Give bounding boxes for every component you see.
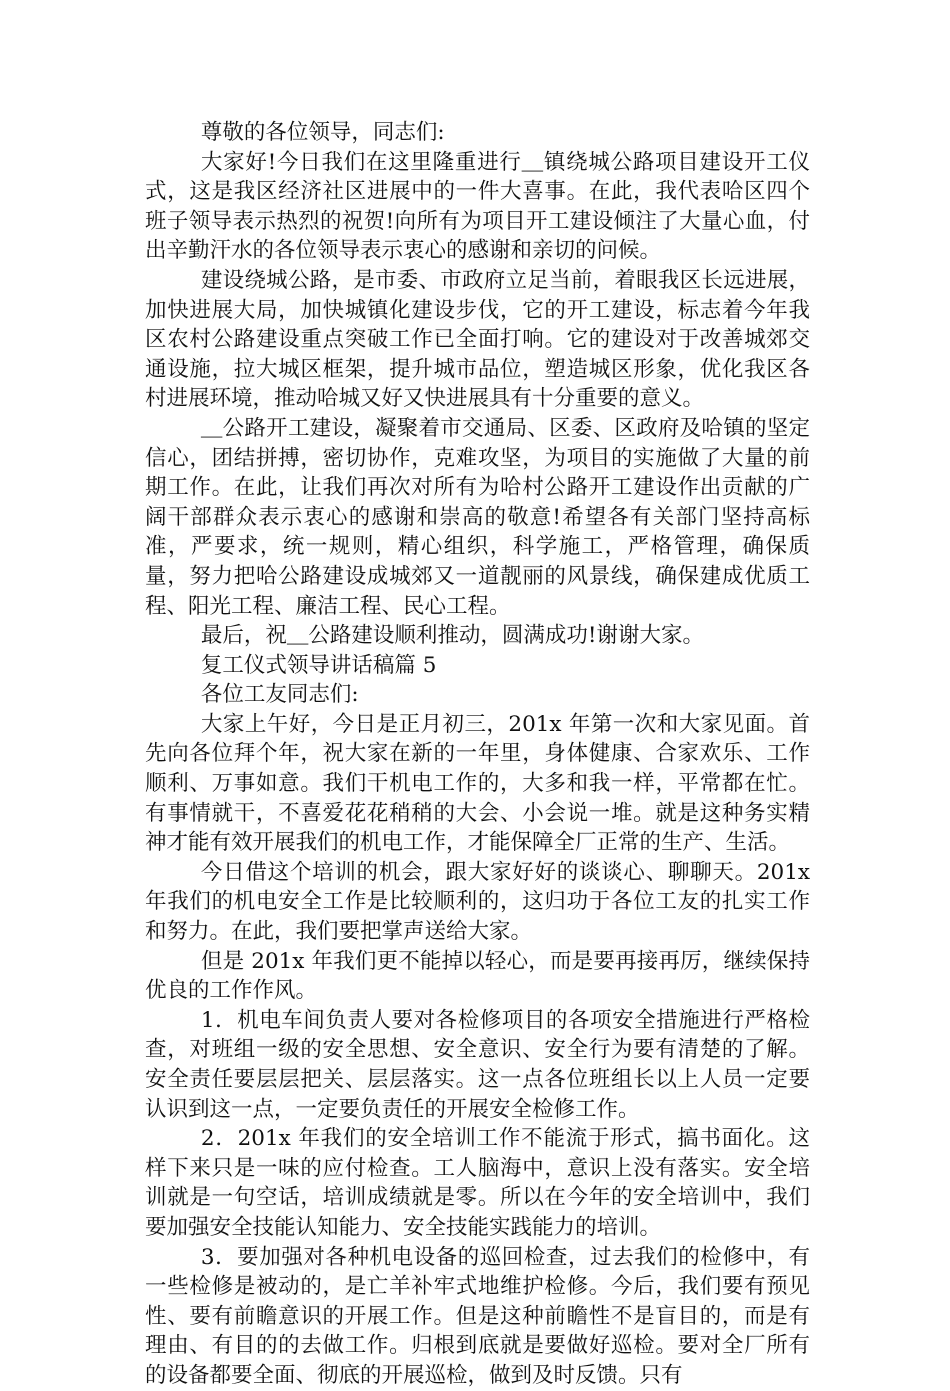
document-body <box>145 118 810 1391</box>
body-paragraph: 大家好!今日我们在这里隆重进行＿镇绕城公路项目建设开工仪式，这是我区经济社区进展中的一件大喜事。在此，我代表哈区四个班子领导表示热烈的祝贺!向所有为项目开工建设倾注了大量心血，付出辛勤汗水的各位领导表示衷心的感谢和亲切的问候。 <box>145 149 810 264</box>
numbered-paragraph: 3．要加强对各种机电设备的巡回检查，过去我们的检修中，有一些检修是被动的，是亡羊补牢式地维护检修。今后，我们要有预见性、要有前瞻意识的开展工作。但是这种前瞻性不是盲目的，而是有理由、有目的的去做工作。归根到底就是要做好巡检。要对全厂所有的设备都要全面、彻底的开展巡检，做到及时反馈。只有 <box>145 1244 810 1388</box>
body-paragraph: 今日借这个培训的机会，跟大家好好的谈谈心、聊聊天。201x 年我们的机电安全工作是比较顺利的，这归功于各位工友的扎实工作和努力。在此，我们要把掌声送给大家。 <box>145 859 810 945</box>
body-paragraph: ＿公路开工建设，凝聚着市交通局、区委、区政府及哈镇的坚定信心，团结拼搏，密切协作，克难攻坚，为项目的实施做了大量的前期工作。在此，让我们再次对所有为哈村公路开工建设作出贡献的广阔干部群众表示衷心的感谢和崇高的敬意!希望各有关部门坚持高标准，严要求，统一规则，精心组织，科学施工，严格管理，确保质量，努力把哈公路建设成城郊又一道靓丽的风景线，确保建成优质工程、阳光工程、廉洁工程、民心工程。 <box>145 415 810 619</box>
section-title: 复工仪式领导讲话稿篇 5 <box>200 652 437 678</box>
body-paragraph: 但是 201x 年我们更不能掉以轻心，而是要再接再厉，继续保持优良的工作作风。 <box>145 948 810 1004</box>
closing-paragraph: 最后，祝＿公路建设顺利推动，圆满成功!谢谢大家。 <box>200 623 705 649</box>
salutation-paragraph: 各位工友同志们: <box>200 682 359 708</box>
salutation-paragraph: 尊敬的各位领导，同志们: <box>200 120 445 145</box>
body-paragraph: 大家上午好，今日是正月初三，201x 年第一次和大家见面。首先向各位拜个年，祝大家在新的一年里，身体健康、合家欢乐、工作顺利、万事如意。我们干机电工作的，大多和我一样，平常都在忙。有事情就干，不喜爱花花稍稍的大会、小会说一堆。就是这种务实精神才能有效开展我们的机电工作，才能保障全厂正常的生产、生活。 <box>145 711 810 856</box>
numbered-paragraph: 1．机电车间负责人要对各检修项目的各项安全措施进行严格检查，对班组一级的安全思想、安全意识、安全行为要有清楚的了解。安全责任要层层把关、层层落实。这一点各位班组长以上人员一定要认识到这一点，一定要负责任的开展安全检修工作。 <box>145 1007 810 1122</box>
numbered-paragraph: 2．201x 年我们的安全培训工作不能流于形式，搞书面化。这样下来只是一味的应付检查。工人脑海中，意识上没有落实。安全培训就是一句空话，培训成绩就是零。所以在今年的安全培训中，我们要加强安全技能认知能力、安全技能实践能力的培训。 <box>145 1126 810 1240</box>
body-paragraph: 建设绕城公路，是市委、市政府立足当前，着眼我区长远进展，加快进展大局，加快城镇化建设步伐，它的开工建设，标志着今年我区农村公路建设重点突破工作已全面打响。它的建设对于改善城郊交通设施，拉大城区框架，提升城市品位，塑造城区形象，优化我区各村进展环境，推动哈城又好又快进展具有十分重要的意义。 <box>145 267 810 412</box>
